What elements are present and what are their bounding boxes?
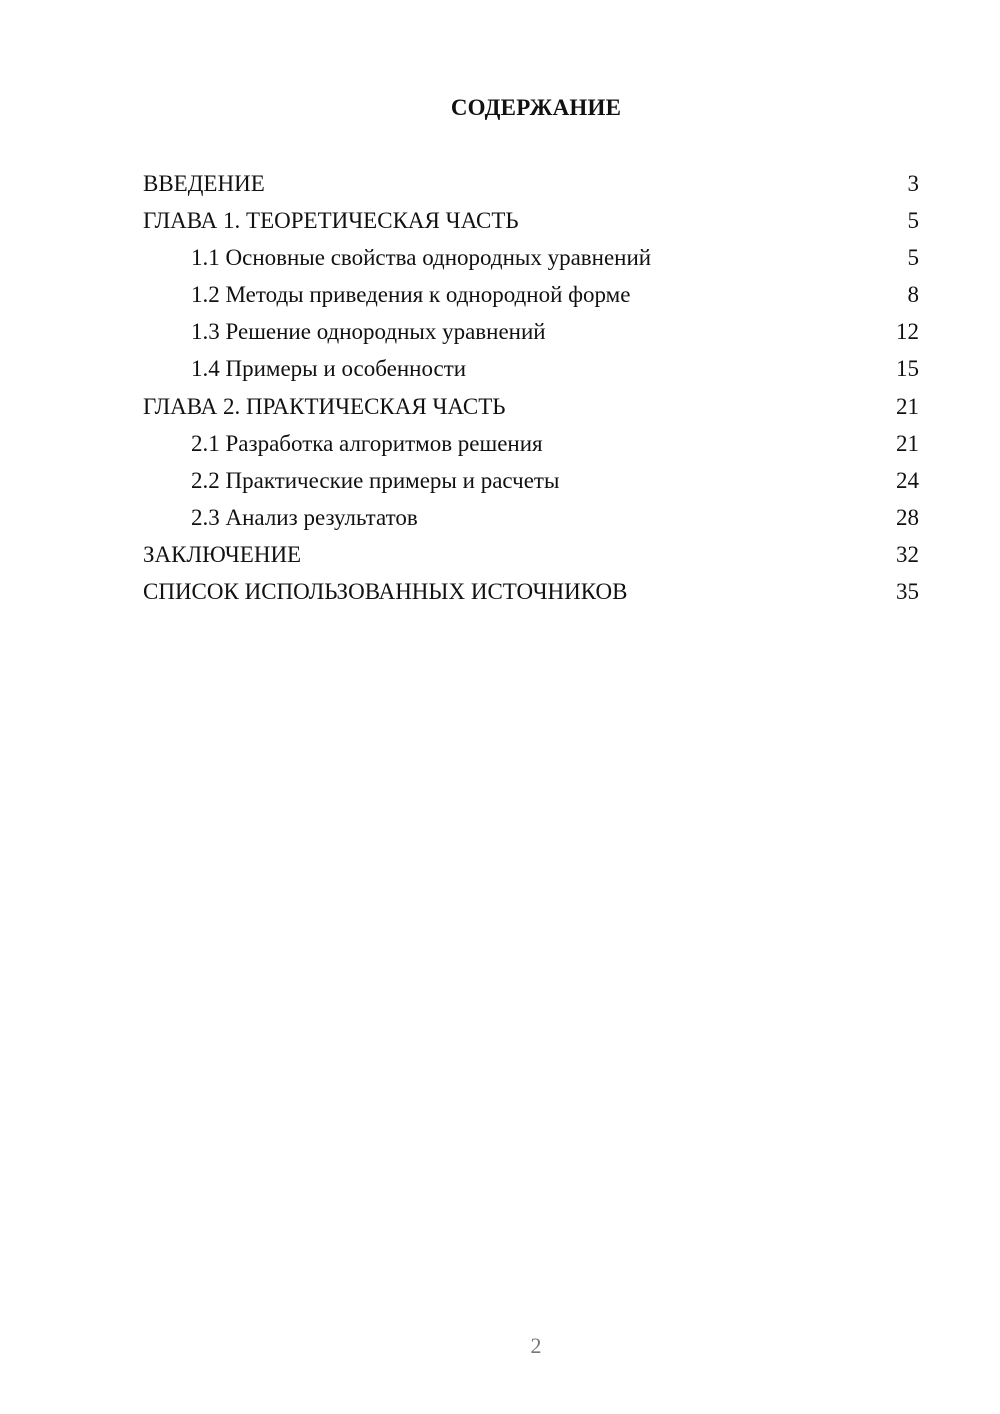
toc-entry-page: 8: [907, 282, 919, 308]
toc-entry-page: 5: [907, 245, 919, 271]
table-of-contents: [143, 165, 919, 610]
toc-entry[interactable]: [143, 313, 919, 350]
toc-entry-label: 2.2 Практические примеры и расчеты: [191, 467, 560, 493]
toc-entry[interactable]: [143, 462, 919, 499]
toc-entry-page: 32: [896, 541, 919, 567]
toc-entry[interactable]: [143, 350, 919, 387]
toc-entry-label: 1.4 Примеры и особенности: [191, 356, 467, 382]
toc-entry[interactable]: [143, 202, 919, 239]
toc-entry-label: 1.3 Решение однородных уравнений: [191, 319, 546, 345]
toc-entry-label: 1.2 Методы приведения к однородной форме: [191, 282, 631, 308]
toc-entry[interactable]: [143, 573, 919, 610]
toc-entry[interactable]: [143, 425, 919, 462]
toc-entry-label: 2.1 Разработка алгоритмов решения: [191, 430, 543, 456]
toc-entry[interactable]: [143, 239, 919, 276]
toc-title: СОДЕРЖАНИЕ: [450, 95, 622, 120]
toc-entry[interactable]: [143, 536, 919, 573]
toc-entry-label: ГЛАВА 2. ПРАКТИЧЕСКАЯ ЧАСТЬ: [143, 393, 506, 419]
toc-entry-label: СПИСОК ИСПОЛЬЗОВАННЫХ ИСТОЧНИКОВ: [143, 579, 628, 605]
toc-entry-page: 28: [896, 504, 919, 530]
toc-entry[interactable]: [143, 276, 919, 313]
toc-entry[interactable]: [143, 165, 919, 202]
toc-entry[interactable]: [143, 388, 919, 425]
toc-entry-page: 35: [896, 579, 919, 605]
toc-entry-label: ВВЕДЕНИЕ: [143, 171, 265, 196]
toc-entry-label: ГЛАВА 1. ТЕОРЕТИЧЕСКАЯ ЧАСТЬ: [143, 208, 519, 234]
toc-entry-label: 2.3 Анализ результатов: [191, 504, 418, 530]
toc-entry-page: 21: [896, 393, 919, 419]
toc-entry-page: 15: [896, 356, 919, 382]
toc-entry-page: 12: [896, 319, 919, 345]
toc-entry-page: 24: [896, 467, 919, 493]
toc-entry-page: 21: [896, 430, 919, 456]
toc-entry[interactable]: [143, 499, 919, 536]
page-number: 2: [530, 1333, 542, 1358]
toc-entry-label: 1.1 Основные свойства однородных уравнений: [191, 245, 652, 271]
toc-entry-page: 3: [907, 171, 919, 196]
toc-entry-label: ЗАКЛЮЧЕНИЕ: [143, 541, 302, 567]
toc-entry-page: 5: [907, 208, 919, 234]
